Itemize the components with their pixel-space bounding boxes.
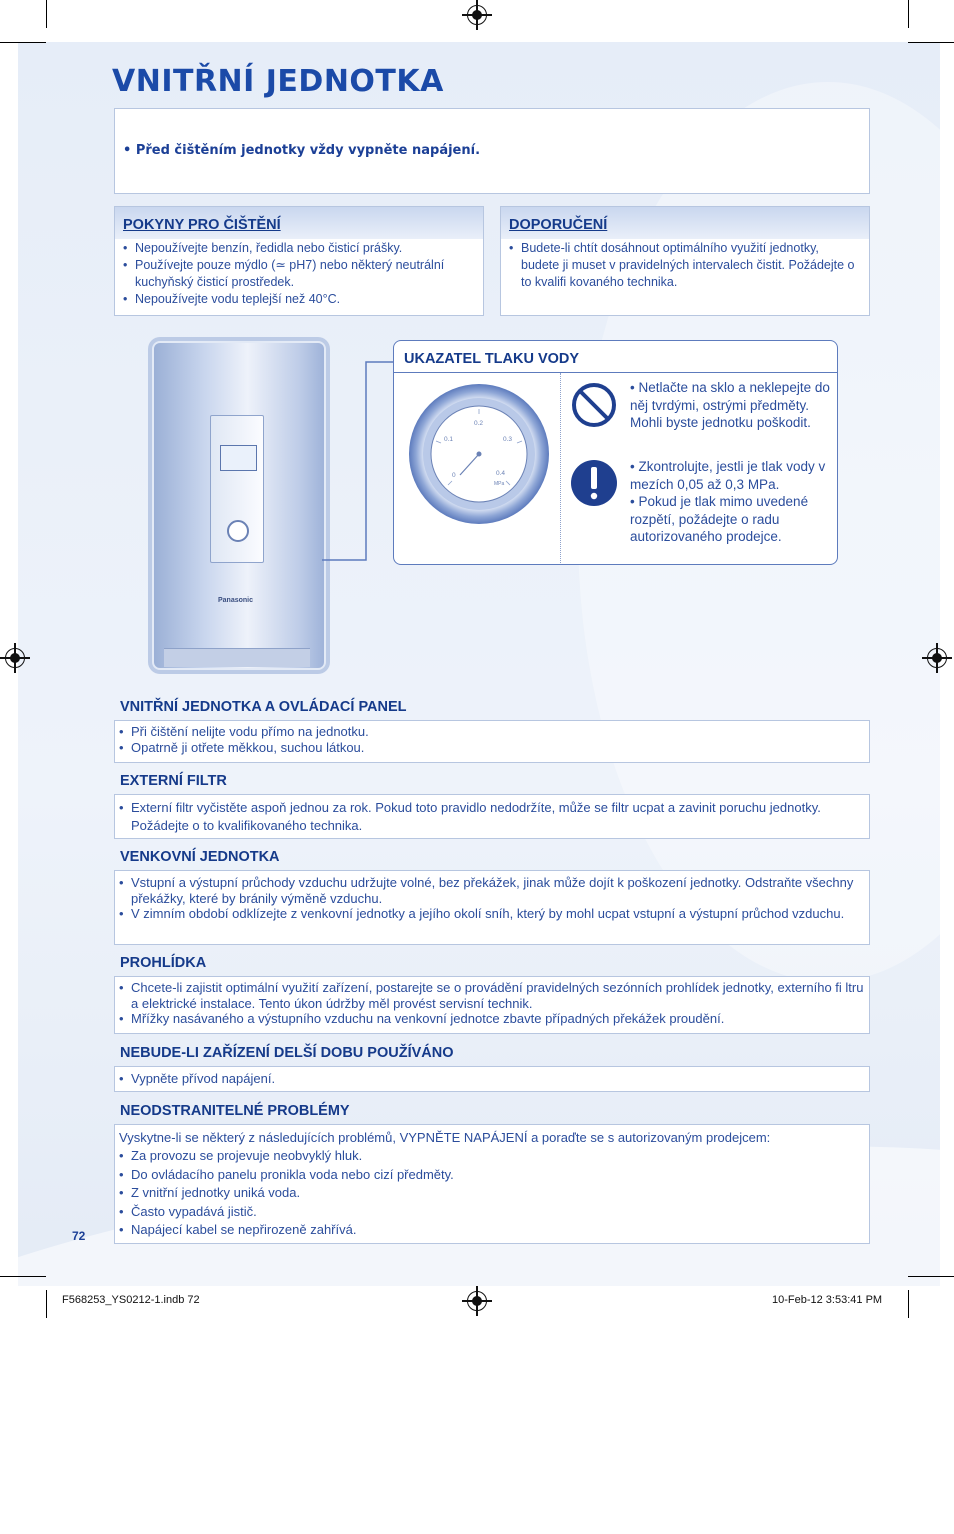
list-item: • Do ovládacího panelu pronikla voda nebo cizí předměty.	[119, 1166, 865, 1185]
section-title: VENKOVNÍ JEDNOTKA	[120, 849, 280, 865]
inspection-box	[114, 976, 870, 1034]
list-item: • Za provozu se projevuje neobvyklý hluk.	[119, 1147, 865, 1166]
prohibition-text: • Netlačte na sklo a neklepejte do něj tvrdými, ostrými předměty. Mohli byste jednotku poškodit.	[630, 380, 830, 430]
list-item: • Chcete-li zajistit optimální využití zařízení, postarejte se o provádění pravidelných sezónních prohlídek jednotky, externího fi ltru a elektrické instalace. Tento úkon údržby měl provést servisní technik.	[119, 980, 865, 1011]
dial-label: 0.3	[503, 436, 513, 443]
page-number: 72	[72, 1229, 86, 1243]
unrepairable-box	[114, 1124, 870, 1244]
list-item: • Používejte pouze mýdlo (≃ pH7) nebo některý neutrální kuchyňský čisticí prostředek.	[121, 257, 477, 291]
dial-unit: MPa	[494, 481, 505, 487]
section-title: NEBUDE-LI ZAŘÍZENÍ DELŠÍ DOBU POUŽÍVÁNO	[120, 1045, 454, 1061]
crop-mark	[908, 1290, 909, 1318]
pressure-gauge-dial	[408, 383, 550, 525]
dial-label: 0	[452, 472, 456, 479]
list-item: • Při čištění nelijte vodu přímo na jednotku.	[119, 724, 865, 740]
unit-pressure-gauge	[227, 520, 249, 542]
list-item: • Budete-li chtít dosáhnout optimálního využití jednotky, budete ji muset v pravidelných intervalech čistit. Požádejte o to kvalifi kovaného technika.	[507, 240, 859, 291]
warning-box	[114, 108, 870, 194]
section-list	[119, 799, 865, 834]
external-filter-box	[114, 794, 870, 839]
divider	[560, 373, 561, 563]
divider	[394, 372, 837, 373]
crop-mark	[0, 1276, 46, 1277]
section-list	[119, 1071, 865, 1087]
long-unused-box	[114, 1066, 870, 1092]
footer-date: 10-Feb-12 3:53:41 PM	[772, 1294, 883, 1306]
list-item: • Nepoužívejte benzín, ředidla nebo čisticí prášky.	[121, 240, 477, 257]
recommendation-list	[507, 240, 859, 291]
crop-mark	[908, 0, 909, 28]
pressure-gauge-panel	[393, 340, 838, 565]
section-title: PROHLÍDKA	[120, 955, 207, 971]
list-item: • Vypněte přívod napájení.	[119, 1071, 865, 1087]
list-item: • Externí filtr vyčistěte aspoň jednou za rok. Pokud toto pravidlo nedodržíte, může se filtr ucpat a zavinit poruchu jednotky. Požádejte o to kvalifikovaného technika.	[119, 799, 865, 834]
outdoor-unit-box	[114, 870, 870, 945]
indoor-unit-illustration	[154, 343, 324, 668]
registration-mark-icon	[927, 648, 947, 668]
list-item: • Mřížky nasávaného a výstupního vzduchu na venkovní jednotce zbavte případných překážek proudění.	[119, 1011, 865, 1027]
footer-file: F568253_YS0212-1.indb 72	[62, 1294, 200, 1306]
section-intro: Vyskytne-li se některý z následujících problémů, VYPNĚTE NAPÁJENÍ a poraďte se s autorizovaným prodejcem:	[119, 1130, 771, 1145]
section-title: EXTERNÍ FILTR	[120, 773, 227, 789]
list-item: • V zimním období odklízejte z venkovní jednotky a jejího okolí sníh, který by mohl ucpat vstupní a výstupní průchod vzduchu.	[119, 906, 865, 922]
panel-title: UKAZATEL TLAKU VODY	[404, 351, 580, 367]
list-item: • Často vypadává jistič.	[119, 1203, 865, 1222]
out-of-range-text: • Pokud je tlak mimo uvedené rozpětí, požádejte o radu autorizovaného prodejce.	[630, 494, 809, 544]
section-list	[119, 980, 865, 1027]
dial-label: 0.4	[496, 470, 506, 477]
page-title: VNITŘNÍ JEDNOTKA	[112, 64, 444, 99]
indoor-panel-box	[114, 720, 870, 763]
list-item: • Z vnitřní jednotky uniká voda.	[119, 1184, 865, 1203]
section-list	[119, 875, 865, 922]
section-list	[119, 724, 865, 755]
panel-title: DOPORUČENÍ	[509, 217, 608, 233]
unit-control-panel	[220, 445, 257, 471]
crop-mark	[46, 1290, 47, 1318]
warning-text: • Před čištěním jednotky vždy vypněte napájení.	[123, 143, 481, 158]
brand-logo: Panasonic	[218, 597, 254, 604]
section-title: VNITŘNÍ JEDNOTKA A OVLÁDACÍ PANEL	[120, 699, 407, 715]
list-item: • Nepoužívejte vodu teplejší než 40°C.	[121, 291, 477, 308]
dial-label: 0.1	[444, 436, 454, 443]
list-item: • Opatrně ji otřete měkkou, suchou látkou.	[119, 740, 865, 756]
prohibition-icon	[570, 381, 618, 429]
crop-mark	[0, 42, 46, 43]
section-title: NEODSTRANITELNÉ PROBLÉMY	[120, 1103, 350, 1119]
exclamation-icon	[570, 459, 618, 507]
recommendation-panel	[500, 206, 870, 316]
panel-title: POKYNY PRO ČIŠTĚNÍ	[123, 217, 281, 233]
dial-label: 0.2	[474, 420, 484, 427]
crop-mark	[908, 42, 954, 43]
cleaning-list	[121, 240, 477, 308]
list-item: • Napájecí kabel se nepřirozeně zahřívá.	[119, 1221, 865, 1240]
crop-mark	[46, 0, 47, 28]
callout-connector	[322, 360, 394, 640]
registration-mark-icon	[467, 5, 487, 25]
section-list	[119, 1129, 865, 1240]
unit-base	[164, 648, 310, 667]
list-item: • Vstupní a výstupní průchody vzduchu udržujte volné, bez překážek, jinak může dojít k poškození jednotky. Odstraňte všechny překážky, které by bránily výměně vzduchu.	[119, 875, 865, 906]
registration-mark-icon	[5, 648, 25, 668]
cleaning-instructions-panel	[114, 206, 484, 316]
check-pressure-text: • Zkontrolujte, jestli je tlak vody v mezích 0,05 až 0,3 MPa.	[630, 459, 826, 492]
registration-mark-icon	[467, 1291, 487, 1311]
crop-mark	[908, 1276, 954, 1277]
